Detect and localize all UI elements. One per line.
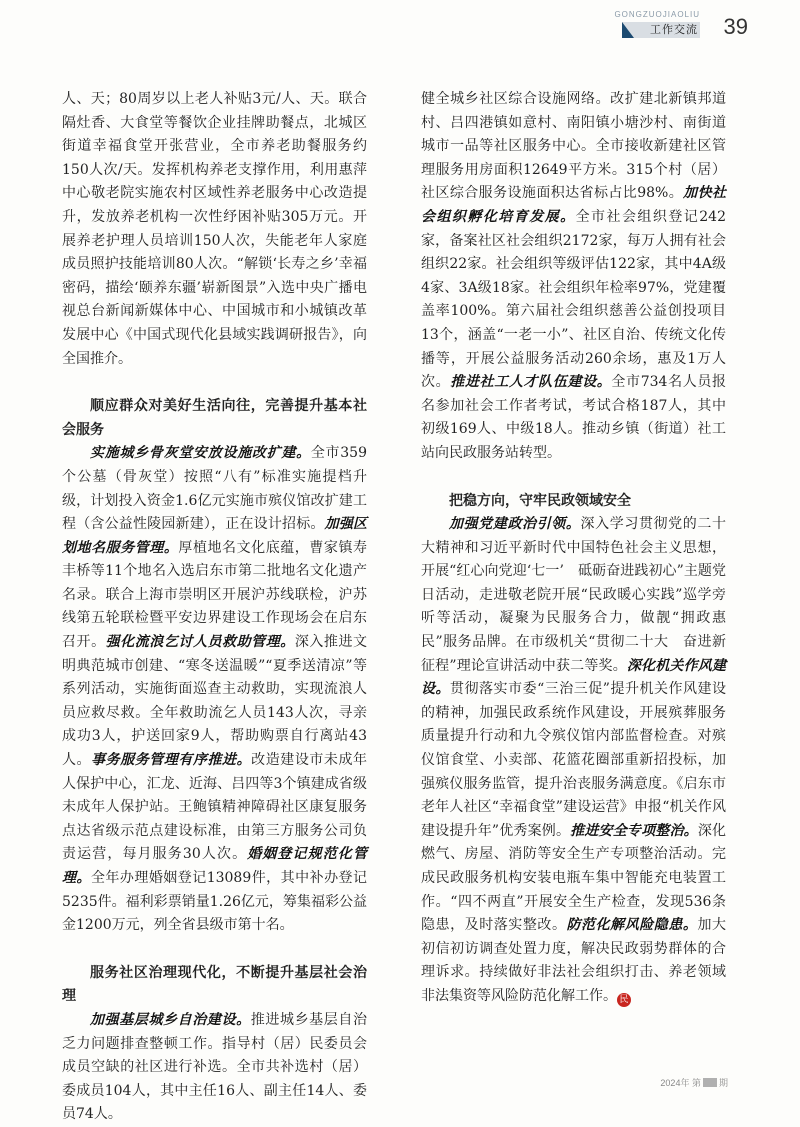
lead-phrase: 强化流浪乞讨人员救助管理。 [105,634,295,651]
paragraph-text: 深化燃气、房屋、消防等安全生产专项整治活动。完成民政服务机构安装电瓶车集中智能充电装置工作。“四不两直”开展安全生产检查，发现536条隐患，及时落实整改。 [421,822,726,934]
paragraph-text: 全市社会组织登记242家，备案社区社会组织2172家，每万人拥有社会组织22家。社会组织等级评估122家，其中4A级4家、3A级18家。社会组织年检率97%，党建覆盖率100%。第六届社会组织慈善公益创投项目13个，涵盖“一老一小”、社区自治、传统文化传播等，开展公益服务活动260余场，惠及1万人次。 [421,208,726,391]
paragraph-text: 全市734名人员报名参加社会工作者考试，考试合格187人，其中初级169人、中级18人。推动乡镇（街道）社工站向民政服务站转型。 [421,374,727,461]
section-title: 工作交流 [650,23,698,36]
lead-phrase: 事务服务管理有序推进。 [91,752,252,769]
page-footer [660,1076,728,1089]
section-heading: 顺应群众对美好生活向往，完善提升基本社会服务 [62,398,367,438]
paragraph-text: 深入推进文明典范城市创建、“寒冬送温暖”“夏季送清凉”等系列活动，实施街面巡查主动救助，实现流浪人员应救尽救。全年救助流乞人员143人次，寻亲成功3人，护送回家9人，帮助购票自行离站43人。 [62,634,368,769]
paragraph [62,442,367,937]
right-column [421,88,726,1009]
page-number: 39 [723,14,748,39]
paragraph-text: 贯彻落实市委“三治三促”提升机关作风建设的精神，加强民政系统作风建设，开展殡葬服务质量提升行动和九令殡仪馆内部监督检查。对殡仪馆食堂、小卖部、花篮花圈部重新招投标，加强殡仪服务监管，提升治丧服务满意度。《启东市老年人社区“幸福食堂”建设运营》申报“机关作风建设提升年”优秀案例。 [421,681,727,839]
paragraph [421,88,726,466]
footer-issue-suffix: 期 [718,1078,728,1088]
paragraph-text: 全市359个公墓（骨灰堂）按照“八有”标准实施提档升级，计划投入资金1.6亿元实施市殡仪馆改扩建工程（含公益性陵园新建），正在设计招标。 [62,445,367,533]
paragraph [421,513,726,1008]
paragraph-text: 推进城乡基层自治乏力问题排查整顿工作。指导村（居）民委员会成员空缺的社区进行补选。全市共补选村（居）委成员104人，其中主任16人、副主任14人、委员74人。 [62,1011,368,1123]
section-tag-accent [622,22,634,38]
lead-phrase: 深化机关作风建设。 [421,657,726,698]
lead-phrase: 推进社工人才队伍建设。 [450,374,612,391]
lead-phrase: 实施城乡骨灰堂安放设施改扩建。 [90,445,311,462]
paragraph-text: 加大初信初访调查处置力度，解决民政弱势群体的合理诉求。持续做好非法社会组织打击、养老领域非法集资等风险防范化解工作。 [421,917,727,1004]
lead-phrase: 加强基层城乡自治建设。 [90,1011,251,1028]
paragraph-text: 深入学习贯彻党的二十大精神和习近平新时代中国特色社会主义思想，开展“红心向党迎‘七一’ 砥砺奋进践初心”主题党日活动，走进敬老院开展“民政暖心实践”巡学旁听等活动，凝聚为民服务合力，做靓“拥政惠民”服务品牌。在市级机关“贯彻二十大 奋进新征程”理论宣讲活动中获二等奖。 [421,516,726,674]
paragraph: 人、天；80周岁以上老人补贴3元/人、天。联合隔灶香、大食堂等餐饮企业挂牌助餐点，北城区街道幸福食堂开张营业，全市养老助餐服务约150人次/天。发挥机构养老支撑作用，利用惠萍中心敬老院实施农村区域性养老服务中心改造提升，发放养老机构一次性纾困补贴305万元。开展养老护理人员培训150人次，失能老年人家庭成员照护技能培训80人次。“解锁‘长寿之乡’幸福密码，描绘‘颐养东疆’崭新图景”入选中央广播电视总台新闻新媒体中心、中国城市和小城镇改革发展中心《中国式现代化县域实践调研报告》，向全国推介。 [62,91,367,367]
lead-phrase: 加快社会组织孵化培育发展。 [421,185,727,225]
paragraph-text: 改造建设市未成年人保护中心，汇龙、近海、吕四等3个镇建成省级未成年人保护站。王鲍镇精神障碍社区康复服务点达省级示范点建设标准，由第三方服务公司负责运营，每月服务30人次。 [62,752,368,863]
lead-phrase: 加强党建政治引领。 [449,516,581,533]
left-column [62,88,367,1127]
lead-phrase: 加强区划地名服务管理。 [62,516,368,556]
issue-number-box [703,1078,717,1087]
paragraph-text: 厚植地名文化底蕴，曹家镇寿丰桥等11个地名入选启东市第二批地名文化遗产名录。联合上海市崇明区开展沪苏线联检，沪苏线第五轮联检暨平安边界建设工作现场会在启东召开。 [62,539,368,651]
lead-phrase: 防范化解风险隐患。 [566,917,698,934]
paragraph [62,1009,367,1127]
footer-year: 2024年 [660,1078,690,1088]
lead-phrase: 婚姻登记规范化管理。 [62,846,367,886]
section-heading: 把稳方向，守牢民政领域安全 [449,492,631,509]
paragraph-text: 全年办理婚姻登记13089件，其中补办登记5235件。福利彩票销量1.26亿元，筹集福彩公益金1200万元，列全省县级市第十名。 [62,870,368,934]
section-heading: 服务社区治理现代化，不断提升基层社会治理 [62,964,367,1005]
lead-phrase: 推进安全专项整治。 [570,822,698,839]
end-mark-icon: 民 [617,993,631,1007]
paragraph-text: 健全城乡社区综合设施网络。改扩建北新镇邦道村、吕四港镇如意村、南阳镇小塘沙村、南街道城市一品等社区服务中心。全市接收新建社区管理服务用房面积12649平方米。315个村（居）社区综合服务设施面积达省标占比98%。 [421,91,726,202]
footer-issue-prefix: 第 [691,1078,701,1088]
column-pinyin: GONGZUOJIAOLIU [614,10,700,19]
